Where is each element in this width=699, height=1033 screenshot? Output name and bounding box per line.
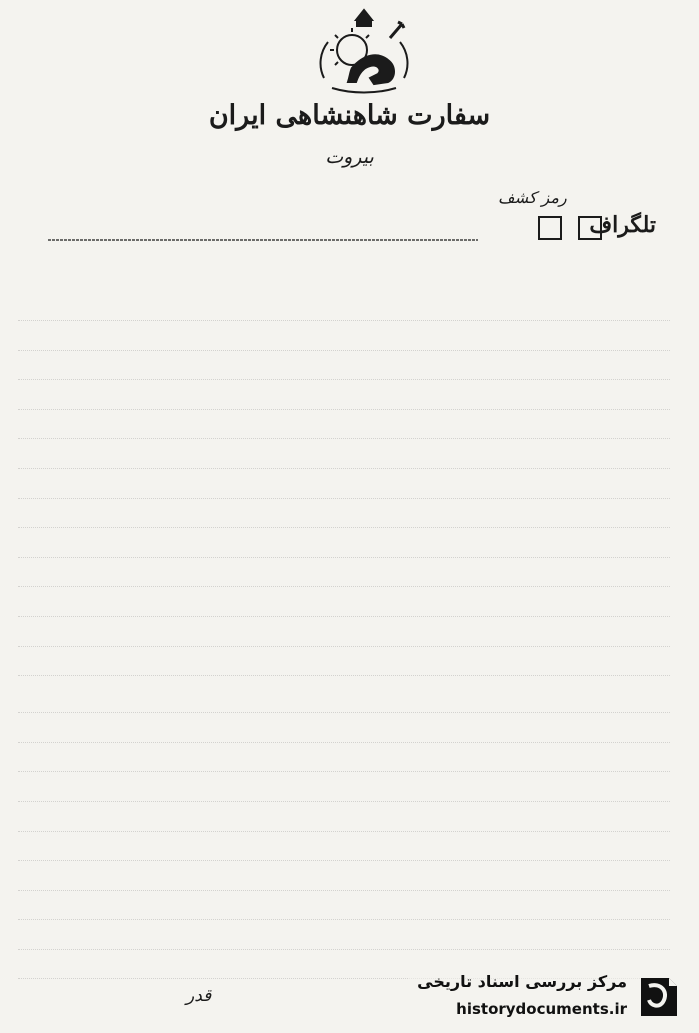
body-line	[18, 893, 670, 920]
body-line	[18, 620, 670, 647]
archive-logo-icon	[635, 972, 683, 1022]
body-line	[18, 501, 670, 528]
body-line	[18, 923, 670, 950]
watermark-url: historydocuments.ir	[456, 1000, 627, 1018]
telegraph-label: تلگراف	[589, 212, 656, 238]
body-line	[18, 560, 670, 587]
body-line	[18, 531, 670, 558]
archive-watermark	[409, 968, 689, 1028]
body-line	[18, 834, 670, 861]
watermark-title: مرکز بررسی اسناد تاریخی	[417, 972, 627, 991]
signature: قدر	[186, 986, 212, 1006]
body-line	[18, 716, 670, 743]
body-line	[18, 353, 670, 380]
body-line	[18, 412, 670, 439]
body-line	[18, 775, 670, 802]
body-line	[18, 805, 670, 832]
body-line	[18, 324, 670, 351]
checkbox-box	[578, 216, 602, 240]
telegram-meta-line	[18, 186, 674, 252]
body-line	[18, 590, 670, 617]
body-line	[18, 294, 670, 321]
embassy-city: بیروت	[325, 146, 374, 168]
confidential-label: رمز کشف	[498, 188, 567, 207]
body-line	[18, 649, 670, 676]
body-line	[18, 442, 670, 469]
lion-and-sun-emblem-icon	[312, 8, 416, 94]
body-line	[18, 383, 670, 410]
meta-underline	[18, 186, 674, 252]
letter-body	[18, 294, 670, 982]
checkbox-box	[538, 216, 562, 240]
embassy-title: سفارت شاهنشاهی ایران	[208, 100, 491, 131]
body-line	[18, 686, 670, 713]
body-line	[18, 472, 670, 499]
body-line	[18, 745, 670, 772]
body-line	[18, 864, 670, 891]
